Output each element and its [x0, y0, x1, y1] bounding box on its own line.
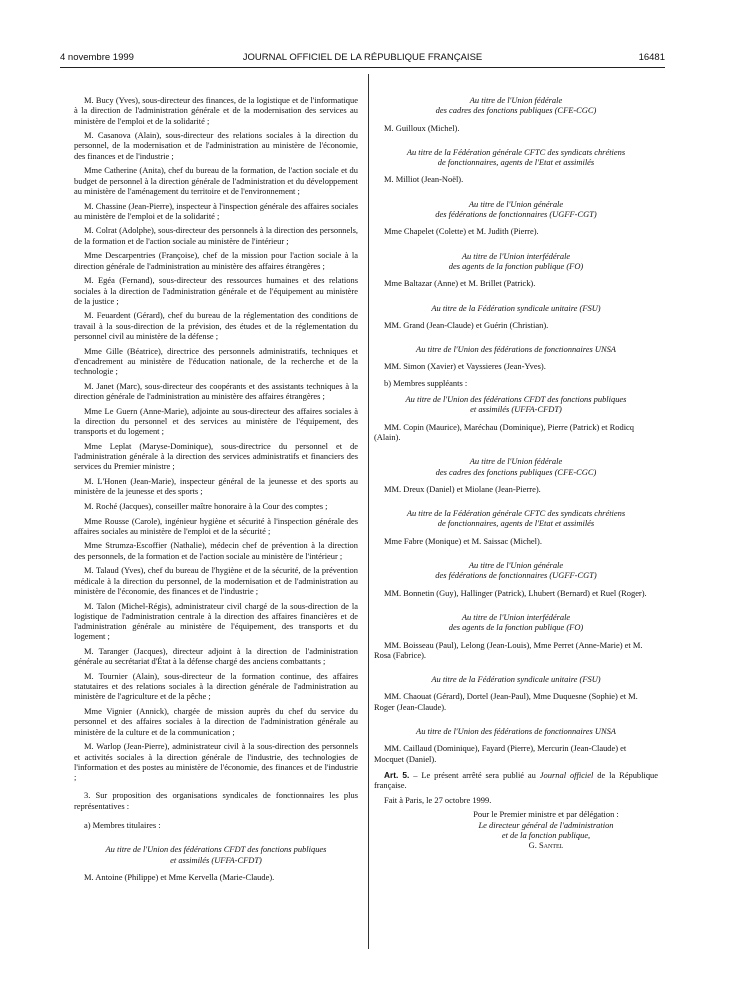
section-heading-uffa-cfdt: Au titre de l'Union des fédérations CFDT des fonctions publiques et assimilés (UFFA-CFDT) [105, 844, 327, 865]
member-paragraph: M. Colrat (Adolphe), sous-directeur des personnels à la direction des personnels, de la formation et de l'action sociale au ministère de l'intérieur ; [74, 225, 358, 246]
section-heading-uffa-cfdt: Au titre de l'Union des fédérations CFDT des fonctions publiques et assimilés (UFFA-CFDT) [405, 394, 627, 415]
members-line: MM. Caillaud (Dominique), Fayard (Pierre), Mercurin (Jean-Claude) et Mocquet (Daniel). [374, 743, 627, 764]
header-title: JOURNAL OFFICIEL DE LA RÉPUBLIQUE FRANÇAISE [242, 52, 483, 63]
member-paragraph: Mme Descarpentries (Françoise), chef de la mission pour l'action sociale à la direction générale de l'administration au ministère des affaires étrangères ; [74, 250, 358, 271]
section-heading-unsa: Au titre de l'Union des fédérations de fonctionnaires UNSA [416, 344, 616, 355]
section-heading-fo: Au titre de l'Union interfédérale des agents de la fonction publique (FO) [448, 250, 584, 271]
member-paragraph: Mme Rousse (Carole), ingénieur hygiène et sécurité à l'inspection générale des affaires sociales au ministère de l'emploi et de la sécurité ; [74, 515, 358, 536]
members-line: Mme Fabre (Monique) et M. Saissac (Michel). [384, 535, 542, 546]
header-rule [60, 67, 665, 68]
members-line: M. Guilloux (Michel). [384, 122, 460, 133]
signatory-name: G. Santel [528, 840, 564, 851]
members-line: MM. Boisseau (Paul), Lelong (Jean-Louis), Mme Perret (Anne-Marie) et M. Rosa (Fabrice). [374, 639, 643, 660]
member-paragraph: M. Chassine (Jean-Pierre), inspecteur à l'inspection générale des affaires sociales au ministère de l'emploi et de la solidarité ; [74, 200, 358, 221]
section-heading-ugff-cgt: Au titre de l'Union générale des fédérations de fonctionnaires (UGFF-CGT) [435, 198, 597, 220]
section-heading-unsa: Au titre de l'Union des fédérations de fonctionnaires UNSA [416, 725, 616, 736]
member-paragraph: M. Egéa (Fernand), sous-directeur des ressources humaines et des relations sociales à la direction de l'administration générale et de l'équipement au ministère de la justice ; [74, 275, 358, 306]
member-paragraph: M. Roché (Jacques), conseiller maître honoraire à la Cour des comptes ; [84, 500, 328, 511]
member-paragraph: M. L'Honen (Jean-Marie), inspecteur général de la jeunesse et des sports au ministère de la jeunesse et des sports ; [74, 476, 358, 497]
article-5 [374, 770, 658, 791]
section-heading-cftc: Au titre de la Fédération générale CFTC des syndicats chrétiens de fonctionnaires, agents de l'Etat et assimilés [406, 146, 626, 168]
signature-line: Pour le Premier ministre et par délégation : [473, 809, 619, 820]
member-paragraph: Mme Strumza-Escoffier (Nathalie), médecin chef de prévention à la direction des personnels, de la formation et de l'action sociale au ministère de l'intérieur ; [74, 540, 358, 561]
section-heading-cfe-cgc: Au titre de l'Union fédérale des cadres des fonctions publiques (CFE-CGC) [435, 95, 597, 116]
member-paragraph: Mme Gille (Béatrice), directrice des personnels administratifs, techniques et d'encadrement au ministère de l'éducation nationale, de la recherche et de la technologie ; [74, 345, 358, 377]
signature-block [434, 809, 658, 850]
member-paragraph: Mme Catherine (Anita), chef du bureau de la formation, de l'action sociale et du budget de personnel à la direction générale de l'administration et du développement au ministère de l'aménagement du territoire et de l'environnement ; [74, 165, 358, 196]
signature-line: et de la fonction publique, [501, 829, 591, 840]
member-paragraph: M. Talon (Michel-Régis), administrateur civil chargé de la sous-direction de la logistique de l'administration centrale à la direction des affaires financières et de l'administration générale au ministère de l'équipement, des transports et du logement ; [74, 600, 358, 642]
substitute-members-label: b) Membres suppléants : [384, 377, 468, 388]
member-paragraph: Mme Le Guern (Anne-Marie), adjointe au sous-directeur des affaires sociales à la direction du personnel et des services au ministère de l'équipement, des transports et du logement ; [74, 405, 358, 437]
members-line: Mme Chapelet (Colette) et M. Judith (Pierre). [384, 226, 539, 237]
union-proposal-paragraph: 3. Sur proposition des organisations syndicales de fonctionnaires les plus représentatives : [74, 790, 358, 811]
members-line: MM. Dreux (Daniel) et Miolane (Jean-Pierre). [384, 483, 541, 494]
members-line: MM. Simon (Xavier) et Vayssieres (Jean-Yves). [384, 361, 546, 372]
signature-line: Le directeur général de l'administration [478, 819, 614, 830]
section-heading-fsu: Au titre de la Fédération syndicale unitaire (FSU) [431, 674, 601, 685]
header-date: 4 novembre 1999 [60, 52, 134, 63]
signing-date: Fait à Paris, le 27 octobre 1999. [384, 794, 492, 805]
members-line: MM. Chaouat (Gérard), Dortel (Jean-Paul), Mme Duquesne (Sophie) et M. Roger (Jean-Claude). [374, 691, 638, 712]
member-paragraph: M. Casanova (Alain), sous-directeur des relations sociales à la direction du personnel, de la modernisation et de l'administration au ministère de l'économie, des finances et de l'industrie ; [74, 130, 358, 161]
page-header [60, 52, 665, 68]
member-paragraph: M. Taranger (Jacques), directeur adjoint à la direction de l'administration générale au secrétariat d'État à la défense chargé des anciens combattants ; [74, 646, 358, 667]
members-line: Mme Baltazar (Anne) et M. Brillet (Patrick). [384, 278, 536, 289]
members-line: MM. Bonnetin (Guy), Hallinger (Patrick), Lhubert (Bernard) et Ruel (Roger). [384, 587, 647, 598]
column-divider [368, 74, 369, 949]
members-line: M. Antoine (Philippe) et Mme Kervella (Marie-Claude). [84, 871, 275, 882]
member-paragraph: M. Feuardent (Gérard), chef du bureau de la réglementation des conditions de travail à la sous-direction de la prévision, des études et de la réglementation du personnel civil au ministère de la défense ; [74, 310, 358, 342]
member-paragraph: M. Tournier (Alain), sous-directeur de la formation continue, des affaires statutaires et des relations sociales à la direction générale de l'administration au ministère de l'agriculture et de la pêche ; [74, 670, 358, 702]
member-paragraph: M. Bucy (Yves), sous-directeur des finances, de la logistique et de l'informatique à la direction de l'administration générale et de la modernisation des services au ministère de l'emploi et de la solidarité ; [74, 95, 358, 126]
member-paragraph: Mme Leplat (Maryse-Dominique), sous-directrice du personnel et de l'administration générale à la direction des services administratifs et financiers des services du Premier ministre ; [74, 440, 358, 472]
member-paragraph: M. Warlop (Jean-Pierre), administrateur civil à la sous-direction des personnels et activités sociales à la direction générale de l'industrie, des technologies de l'information et des postes au ministère de l'économie, des finances et de l'industrie ; [74, 741, 358, 783]
members-line: MM. Grand (Jean-Claude) et Guérin (Christian). [384, 319, 549, 330]
left-column [74, 95, 358, 887]
section-heading-ugff-cgt: Au titre de l'Union générale des fédérations de fonctionnaires (UGFF-CGT) [435, 560, 597, 581]
member-paragraph: Mme Vignier (Annick), chargée de mission auprès du chef du service du personnel et des affaires sociales à la direction de l'administration générale au ministère de la culture et de la communication ; [74, 706, 358, 737]
section-heading-cftc: Au titre de la Fédération générale CFTC des syndicats chrétiens de fonctionnaires, agents de l'Etat et assimilés [406, 508, 626, 529]
journal-name: Journal officiel [539, 769, 594, 780]
header-page-number: 16481 [638, 52, 665, 63]
titular-members-label: a) Membres titulaires : [84, 820, 161, 831]
member-paragraph: M. Janet (Marc), sous-directeur des coopérants et des assistants techniques à la direction générale de l'administration au ministère des affaires étrangères ; [74, 380, 358, 402]
article-text-end: de la République française. [374, 769, 659, 791]
section-heading-fsu: Au titre de la Fédération syndicale unitaire (FSU) [431, 302, 601, 313]
article-label: Art. 5. [384, 769, 410, 780]
section-heading-fo: Au titre de l'Union interfédérale des agents de la fonction publique (FO) [448, 611, 584, 633]
members-line: MM. Copin (Maurice), Maréchau (Dominique), Pierre (Patrick) et Rodicq (Alain). [374, 421, 635, 442]
right-column [374, 95, 658, 851]
section-heading-cfe-cgc: Au titre de l'Union fédérale des cadres des fonctions publiques (CFE-CGC) [435, 456, 597, 477]
article-text: – Le présent arrêté sera publié au [409, 769, 540, 780]
member-paragraph: M. Talaud (Yves), chef du bureau de l'hygiène et de la sécurité, de la prévention médicale à la direction du personnel, de la modernisation et de l'administration au ministère de l'économie, des finances et de l'industrie ; [74, 565, 358, 596]
members-line: M. Milliot (Jean-Noël). [384, 174, 464, 185]
